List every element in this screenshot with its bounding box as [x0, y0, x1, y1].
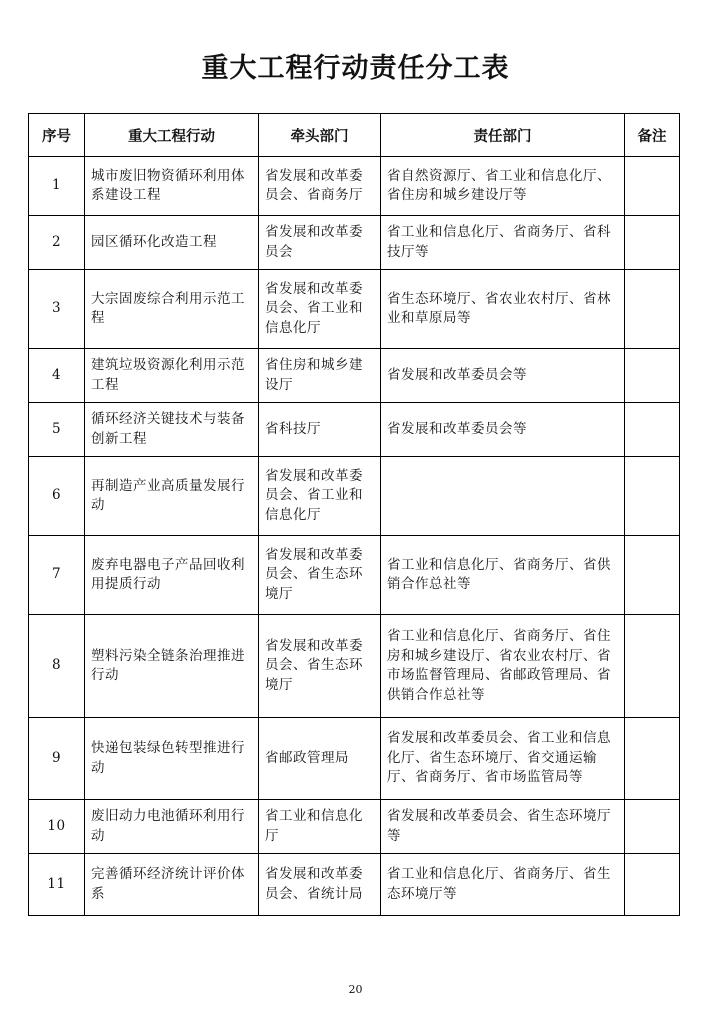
- row-remark: [625, 536, 680, 615]
- table-row: [29, 157, 680, 216]
- row-lead-department: 省发展和改革委员会、省生态环境厅: [259, 536, 381, 615]
- row-lead-department: 省发展和改革委员会: [259, 216, 381, 270]
- row-lead-department: 省住房和城乡建设厅: [259, 349, 381, 403]
- row-lead-department: 省发展和改革委员会、省商务厅: [259, 157, 381, 216]
- row-number: 6: [29, 457, 85, 536]
- row-number: 1: [29, 157, 85, 216]
- table-row: [29, 349, 680, 403]
- row-project: 大宗固废综合利用示范工程: [85, 270, 259, 349]
- row-number: 4: [29, 349, 85, 403]
- row-project: 完善循环经济统计评价体系: [85, 854, 259, 916]
- row-project: 城市废旧物资循环利用体系建设工程: [85, 157, 259, 216]
- row-lead-department: 省发展和改革委员会、省生态环境厅: [259, 615, 381, 718]
- table-row: [29, 216, 680, 270]
- header-responsible-department: 责任部门: [381, 114, 625, 157]
- row-project: 循环经济关键技术与装备创新工程: [85, 403, 259, 457]
- row-number: 8: [29, 615, 85, 718]
- row-responsible-department: 省发展和改革委员会、省生态环境厅等: [381, 800, 625, 854]
- header-project: 重大工程行动: [85, 114, 259, 157]
- row-project: 废旧动力电池循环利用行动: [85, 800, 259, 854]
- row-remark: [625, 403, 680, 457]
- row-remark: [625, 216, 680, 270]
- row-number: 10: [29, 800, 85, 854]
- row-number: 2: [29, 216, 85, 270]
- page-title: 重大工程行动责任分工表: [201, 53, 510, 84]
- row-number: 7: [29, 536, 85, 615]
- row-remark: [625, 718, 680, 800]
- row-lead-department: 省科技厅: [259, 403, 381, 457]
- table-row: [29, 457, 680, 536]
- row-remark: [625, 615, 680, 718]
- header-remark: 备注: [625, 114, 680, 157]
- row-responsible-department: 省工业和信息化厅、省商务厅、省生态环境厅等: [381, 854, 625, 916]
- row-responsible-department: 省生态环境厅、省农业农村厅、省林业和草原局等: [381, 270, 625, 349]
- row-remark: [625, 349, 680, 403]
- row-lead-department: 省发展和改革委员会、省工业和信息化厅: [259, 270, 381, 349]
- row-project: 再制造产业高质量发展行动: [85, 457, 259, 536]
- row-remark: [625, 157, 680, 216]
- table-row: [29, 403, 680, 457]
- row-remark: [625, 800, 680, 854]
- row-project: 废弃电器电子产品回收利用提质行动: [85, 536, 259, 615]
- row-responsible-department: 省工业和信息化厅、省商务厅、省科技厅等: [381, 216, 625, 270]
- row-lead-department: 省发展和改革委员会、省工业和信息化厅: [259, 457, 381, 536]
- row-responsible-department: 省自然资源厅、省工业和信息化厅、省住房和城乡建设厅等: [381, 157, 625, 216]
- row-project: 建筑垃圾资源化利用示范工程: [85, 349, 259, 403]
- row-project: 快递包装绿色转型推进行动: [85, 718, 259, 800]
- table-row: [29, 800, 680, 854]
- table-row: [29, 718, 680, 800]
- header-lead-department: 牵头部门: [259, 114, 381, 157]
- row-responsible-department: [381, 457, 625, 536]
- table-row: [29, 854, 680, 916]
- table-row: [29, 536, 680, 615]
- row-number: 11: [29, 854, 85, 916]
- table-row: [29, 270, 680, 349]
- row-lead-department: 省工业和信息化厅: [259, 800, 381, 854]
- row-lead-department: 省发展和改革委员会、省统计局: [259, 854, 381, 916]
- row-responsible-department: 省发展和改革委员会、省工业和信息化厅、省生态环境厅、省交通运输厅、省商务厅、省市场监管局等: [381, 718, 625, 800]
- responsibility-table: [28, 113, 680, 916]
- row-responsible-department: 省发展和改革委员会等: [381, 403, 625, 457]
- row-responsible-department: 省工业和信息化厅、省商务厅、省供销合作总社等: [381, 536, 625, 615]
- table-header-row: [29, 114, 680, 157]
- row-remark: [625, 854, 680, 916]
- row-remark: [625, 457, 680, 536]
- row-responsible-department: 省工业和信息化厅、省商务厅、省住房和城乡建设厅、省农业农村厅、省市场监督管理局、省邮政管理局、省供销合作总社等: [381, 615, 625, 718]
- row-project: 塑料污染全链条治理推进行动: [85, 615, 259, 718]
- row-lead-department: 省邮政管理局: [259, 718, 381, 800]
- row-remark: [625, 270, 680, 349]
- table-row: [29, 615, 680, 718]
- row-number: 9: [29, 718, 85, 800]
- page-number: 20: [348, 983, 363, 996]
- row-project: 园区循环化改造工程: [85, 216, 259, 270]
- header-no: 序号: [29, 114, 85, 157]
- row-responsible-department: 省发展和改革委员会等: [381, 349, 625, 403]
- row-number: 3: [29, 270, 85, 349]
- row-number: 5: [29, 403, 85, 457]
